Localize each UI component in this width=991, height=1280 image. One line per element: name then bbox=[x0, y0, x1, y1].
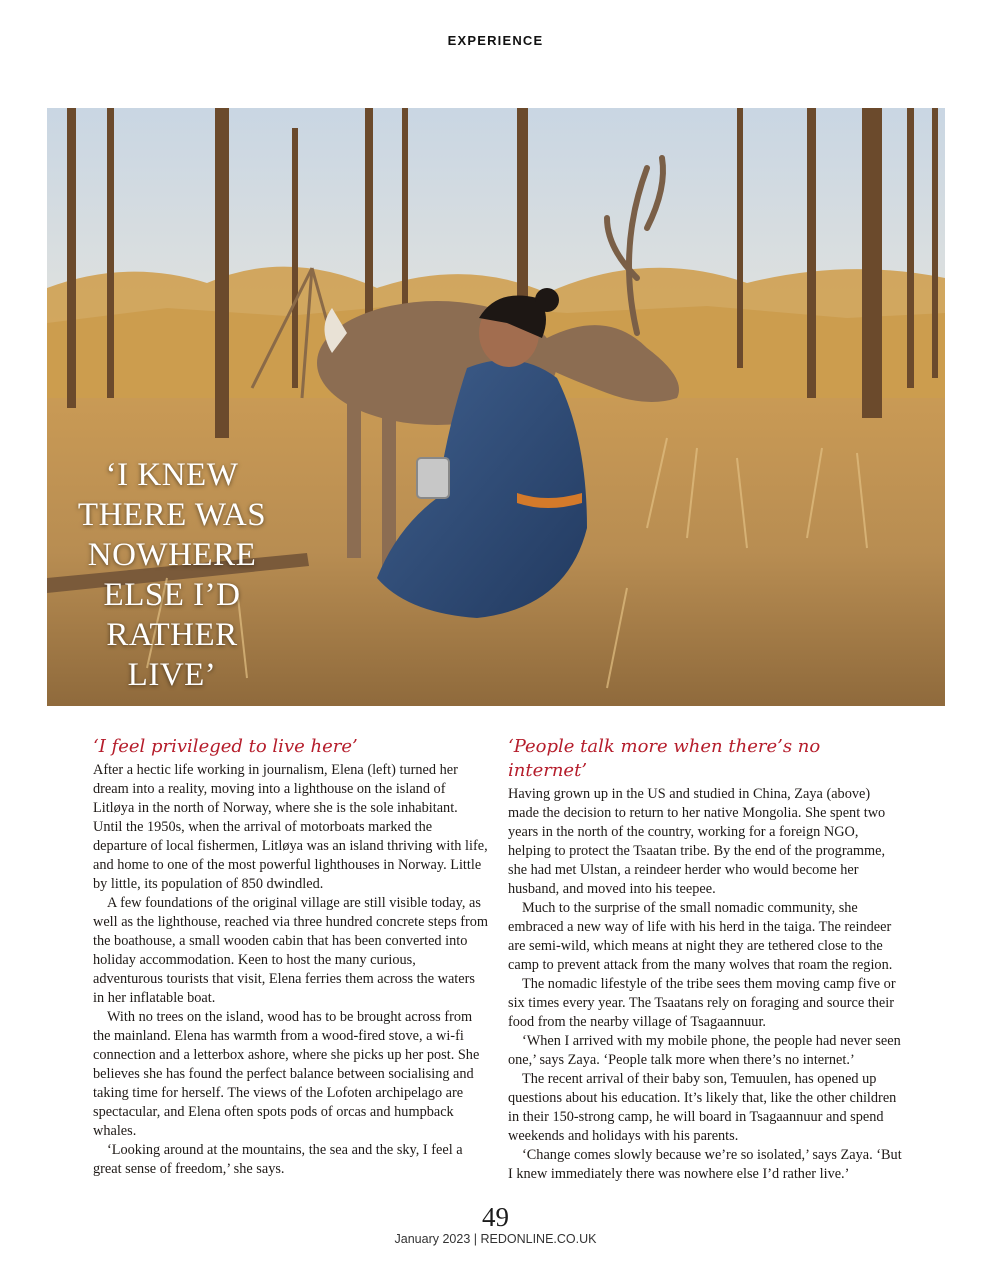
page-number: 49 bbox=[482, 1202, 509, 1232]
paragraph: ‘When I arrived with my mobile phone, the people had never seen one,’ says Zaya. ‘People talk more when there’s no internet.’ bbox=[508, 1033, 901, 1068]
pull-quote-line: ELSE I’D bbox=[103, 577, 241, 613]
pull-quote-line: RATHER bbox=[106, 617, 238, 653]
paragraph: The nomadic lifestyle of the tribe sees them moving camp five or six times every year. The Tsaatans rely on foraging and source their food from the nearby village of Tsagaannuur. bbox=[508, 976, 896, 1030]
column-heading: ‘People talk more when there’s no internet’ bbox=[508, 736, 821, 781]
paragraph: Much to the surprise of the small nomadic community, she embraced a new way of life with his herd in the taiga. The reindeer are semi-wild, which means at night they are tethered close to the camp to prevent attack from the many wolves that roam the region. bbox=[508, 900, 893, 973]
pull-quote-line: ‘I KNEW bbox=[105, 457, 239, 493]
issue-footer: January 2023 | REDONLINE.CO.UK bbox=[394, 1232, 597, 1246]
pull-quote-line: LIVE’ bbox=[127, 657, 217, 693]
pull-quote-line: THERE WAS bbox=[77, 497, 267, 533]
paragraph: The recent arrival of their baby son, Temuulen, has opened up questions about his education. It’s likely that, like the other children in their 150-strong camp, he will board in Tsagaannuur and spend weekends and holidays with his parents. bbox=[508, 1071, 897, 1144]
pull-quote bbox=[72, 455, 272, 695]
paragraph: ‘Change comes slowly because we’re so isolated,’ says Zaya. ‘But I knew immediately there was nowhere else I’d rather live.’ bbox=[508, 1147, 902, 1182]
column-heading: ‘I feel privileged to live here’ bbox=[93, 736, 358, 757]
paragraph: With no trees on the island, wood has to be brought across from the mainland. Elena has warmth from a wood-fired stove, a wi-fi connection and a letterbox ashore, where she picks up her post. She believes she has found the perfect balance between socialising and taking time for herself. The views of the Lofoten archipelago are spectacular, and Elena often spots pods of orcas and humpback whales. bbox=[93, 1009, 480, 1139]
pull-quote-line: NOWHERE bbox=[87, 537, 257, 573]
section-label: EXPERIENCE bbox=[447, 33, 544, 48]
article-column-left bbox=[93, 735, 488, 1179]
paragraph: Having grown up in the US and studied in China, Zaya (above) made the decision to return to her native Mongolia. She spent two years in the north of the country, working for a foreign NGO, helping to protect the Tsaatan tribe. By the end of the programme, she had met Ulstan, a reindeer herder who would become her husband, and moved into his teepee. bbox=[508, 786, 886, 897]
paragraph: A few foundations of the original village are still visible today, as well as the lighthouse, reached via three hundred concrete steps from the boathouse, a small wooden cabin that has been converted into holiday accommodation. Keen to host the many curious, adventurous tourists that visit, Elena ferries them across the waters in her inflatable boat. bbox=[93, 895, 489, 1006]
paragraph: ‘Looking around at the mountains, the sea and the sky, I feel a great sense of freedom,’ she says. bbox=[93, 1142, 463, 1177]
paragraph: After a hectic life working in journalism, Elena (left) turned her dream into a reality, moving into a lighthouse on the island of Litløya in the north of Norway, where she is the sole inhabitant. Until the 1950s, when the arrival of motorboats marked the departure of local fishermen, Litløya was an island thriving with life, and home to one of the most powerful lighthouses in Norway. Little by little, its population of 850 dwindled. bbox=[93, 762, 488, 892]
article-column-right bbox=[508, 735, 903, 1184]
